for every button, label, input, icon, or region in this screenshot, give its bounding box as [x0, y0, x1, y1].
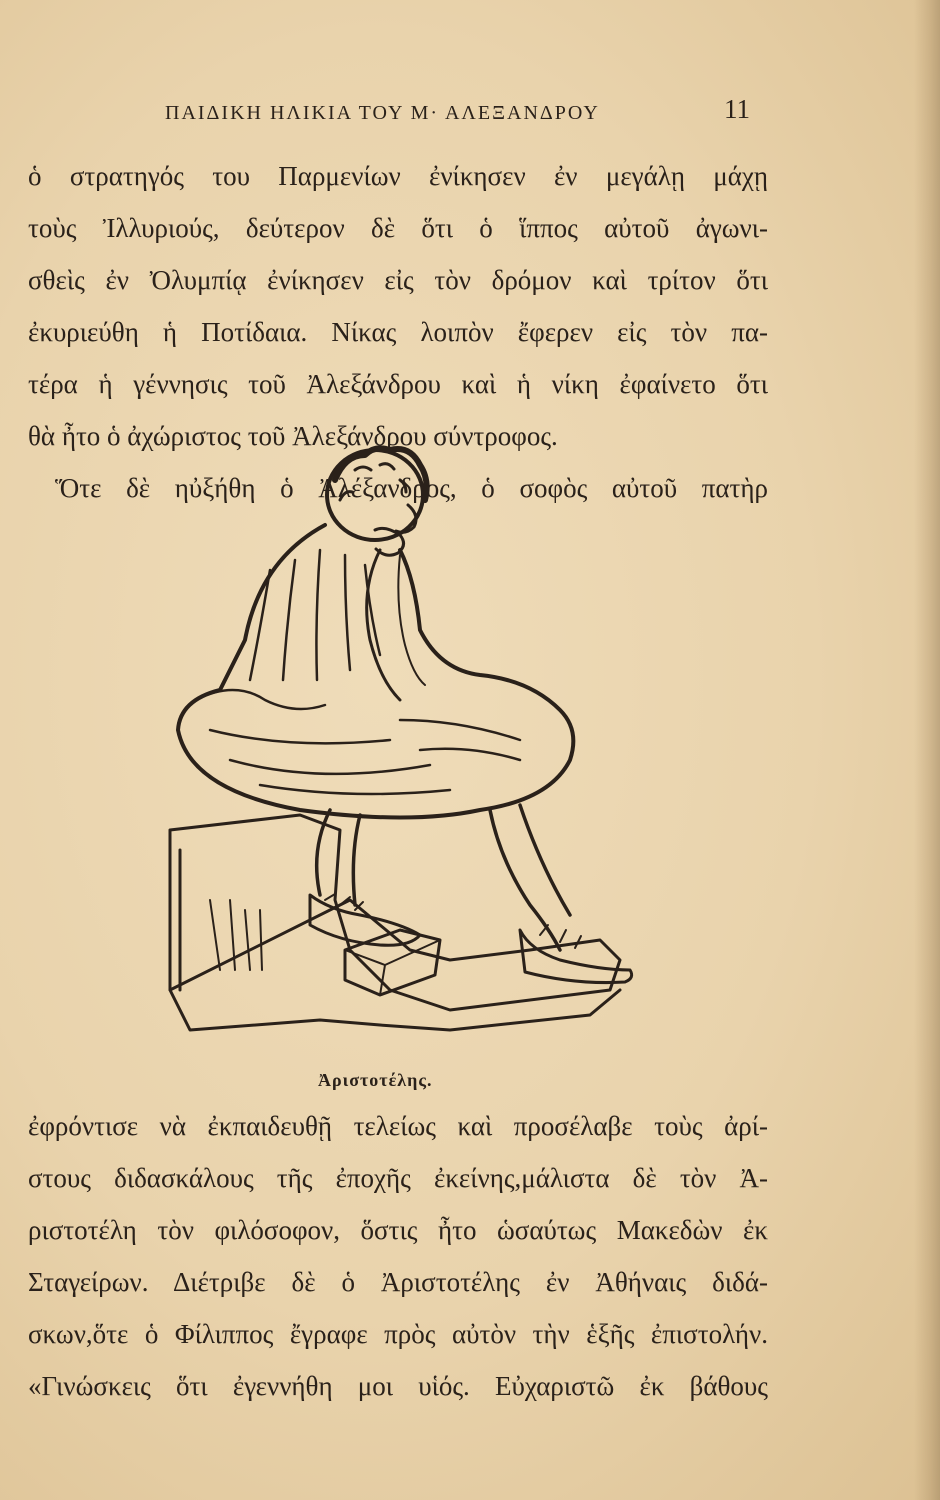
text-line: ἐφρόντισε νὰ ἐκπαιδευθῇ τελείως καὶ προσέλαβε τοὺς ἀρί-	[28, 1111, 768, 1141]
text-line: τέρα ἡ γέννησις τοῦ Ἀλεξάνδρου καὶ ἡ νίκη ἐφαίνετο ὅτι	[28, 369, 768, 399]
text-line: Σταγείρων. Διέτριβε δὲ ὁ Ἀριστοτέλης ἐν Ἀθήναις διδά-	[28, 1267, 768, 1297]
legs	[317, 805, 570, 950]
text-line: τοὺς Ἰλλυριούς, δεύτερον δὲ ὅτι ὁ ἵππος αὐτοῦ ἀγωνι-	[28, 213, 768, 243]
aristotle-engraving	[150, 430, 670, 1050]
figure-caption: Ἀριστοτέλης.	[318, 1070, 433, 1090]
text-line: ἐκυριεύθη ἡ Ποτίδαια. Νίκας λοιπὸν ἔφερεν εἰς τὸν πα-	[28, 317, 768, 347]
draped-robe	[178, 525, 573, 818]
text-line: ὁ στρατηγός του Παρμενίων ἐνίκησεν ἐν μεγάλῃ μάχῃ	[28, 161, 768, 191]
page-number: 11	[724, 94, 750, 124]
page-edge-shadow	[914, 0, 940, 1500]
sandal-left	[310, 895, 420, 945]
text-line: σκων,ὅτε ὁ Φίλιππος ἔγραφε πρὸς αὐτὸν τὴν ἑξῆς ἐπιστολήν.	[28, 1319, 768, 1349]
text-line: ριστοτέλη τὸν φιλόσοφον, ὅστις ἦτο ὡσαύτως Μακεδὼν ἐκ	[28, 1215, 768, 1245]
text-line: στους διδασκάλους τῆς ἐποχῆς ἐκείνης,μάλιστα δὲ τὸν Ἀ-	[28, 1163, 768, 1193]
running-head: ΠΑΙΔΙΚΗ ΗΛΙΚΙΑ ΤΟΥ Μ· ΑΛΕΞΑΝΔΡΟΥ	[165, 102, 600, 124]
body-text-bottom	[28, 1100, 768, 1412]
text-line: «Γινώσκεις ὅτι ἐγεννήθη μοι υἱός. Εὐχαριστῶ ἐκ βάθους	[28, 1371, 768, 1401]
text-line: θὰ ἦτο ὁ ἀχώριστος τοῦ Ἀλεξάνδρου σύντροφος.	[28, 421, 558, 451]
stone-seat	[170, 815, 620, 1010]
paragraph-start-line: Ὅτε δὲ ηὐξήθη ὁ Ἀλέξανδρος, ὁ σοφὸς αὐτοῦ πατὴρ	[55, 473, 768, 503]
text-line: σθεὶς ἐν Ὀλυμπίᾳ ἐνίκησεν εἰς τὸν δρόμον καὶ τρίτον ὅτι	[28, 265, 768, 295]
